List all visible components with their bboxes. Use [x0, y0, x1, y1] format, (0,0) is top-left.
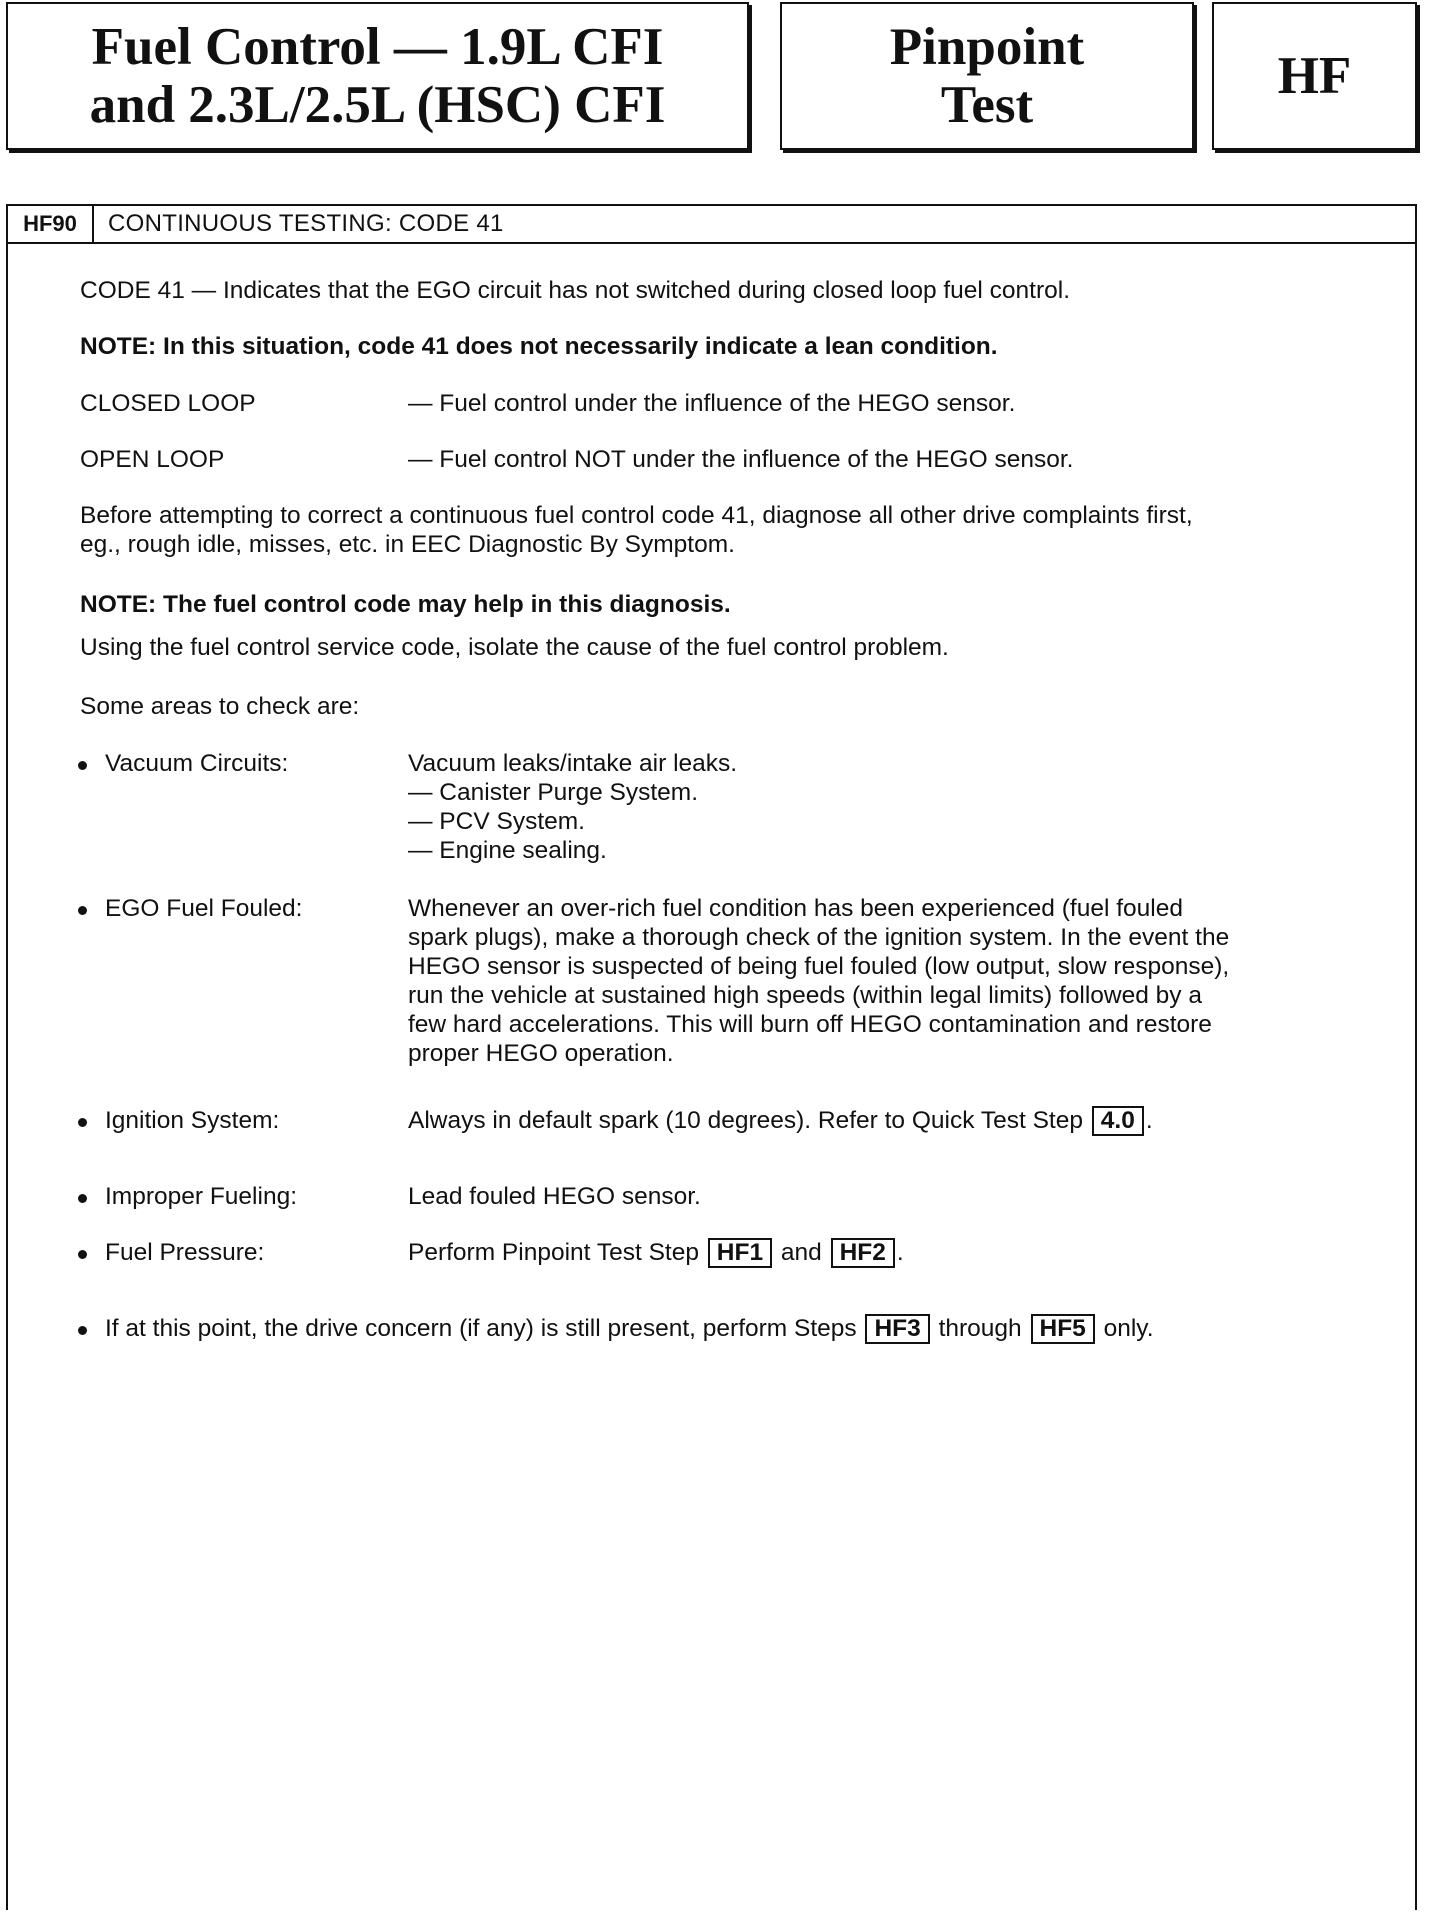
bullet-icon	[78, 761, 87, 770]
ego-line: proper HEGO operation.	[408, 1040, 674, 1067]
test-type-line-1: Pinpoint	[889, 18, 1085, 76]
vacuum-circuits-details	[408, 749, 737, 865]
ignition-end: .	[1145, 1107, 1153, 1134]
ego-fuel-fouled-details	[408, 894, 1229, 1068]
vacuum-line: — PCV System.	[408, 808, 585, 835]
ego-fuel-fouled-label: EGO Fuel Fouled:	[105, 895, 303, 922]
fuel-pressure-details	[408, 1238, 904, 1268]
final-through: through	[938, 1315, 1022, 1342]
bullet-icon	[78, 1118, 87, 1127]
note-lean-condition: NOTE: In this situation, code 41 does not necessarily indicate a lean condition.	[80, 333, 998, 360]
test-step-panel	[6, 204, 1417, 1910]
bullet-icon	[78, 1250, 87, 1259]
test-code-box	[1212, 2, 1417, 150]
areas-intro: Some areas to check are:	[80, 693, 360, 720]
code-description: CODE 41 — Indicates that the EGO circuit has not switched during closed loop fuel control.	[80, 277, 1071, 304]
note-fuel-control-code: NOTE: The fuel control code may help in this diagnosis.	[80, 591, 731, 618]
ignition-text: Always in default spark (10 degrees). Refer to Quick Test Step	[408, 1107, 1083, 1134]
before-attempting-line-1: Before attempting to correct a continuous fuel control code 41, diagnose all other drive complaints first,	[80, 502, 1193, 529]
fuel-pressure-end: .	[896, 1239, 904, 1266]
title-line-1: Fuel Control — 1.9L CFI	[91, 18, 664, 76]
ego-line: spark plugs), make a thorough check of the ignition system. In the event the	[408, 924, 1230, 951]
test-type-box	[780, 2, 1194, 150]
final-end: only.	[1103, 1315, 1154, 1342]
using-service-code: Using the fuel control service code, isolate the cause of the fuel control problem.	[80, 634, 949, 661]
vacuum-line: — Engine sealing.	[408, 837, 607, 864]
final-text: If at this point, the drive concern (if any) is still present, perform Steps	[105, 1315, 857, 1342]
improper-fueling-label: Improper Fueling:	[105, 1183, 298, 1210]
title-line-2: and 2.3L/2.5L (HSC) CFI	[89, 76, 666, 134]
vacuum-circuits-label: Vacuum Circuits:	[105, 750, 289, 777]
open-loop-term: OPEN LOOP	[80, 446, 225, 473]
hf2-step-ref[interactable]: HF2	[831, 1238, 895, 1268]
ego-line: few hard accelerations. This will burn off HEGO contamination and restore	[408, 1011, 1212, 1038]
hf5-step-ref[interactable]: HF5	[1031, 1314, 1095, 1344]
step-title: CONTINUOUS TESTING: CODE 41	[108, 210, 504, 237]
final-instruction	[105, 1314, 1154, 1344]
vacuum-line: — Canister Purge System.	[408, 779, 699, 806]
ego-line: run the vehicle at sustained high speeds (within legal limits) followed by a	[408, 982, 1202, 1009]
before-attempting-line-2: eg., rough idle, misses, etc. in EEC Diagnostic By Symptom.	[80, 531, 735, 558]
ignition-system-label: Ignition System:	[105, 1107, 280, 1134]
hf1-step-ref[interactable]: HF1	[708, 1238, 772, 1268]
vacuum-line: Vacuum leaks/intake air leaks.	[408, 750, 738, 777]
improper-fueling-details: Lead fouled HEGO sensor.	[408, 1183, 701, 1210]
hf3-step-ref[interactable]: HF3	[865, 1314, 929, 1344]
fuel-pressure-label: Fuel Pressure:	[105, 1239, 265, 1266]
open-loop-definition: — Fuel control NOT under the influence of the HEGO sensor.	[408, 446, 1074, 473]
closed-loop-definition: — Fuel control under the influence of the HEGO sensor.	[408, 390, 1016, 417]
ignition-system-details	[408, 1106, 1153, 1136]
closed-loop-term: CLOSED LOOP	[80, 390, 256, 417]
bullet-icon	[78, 1326, 87, 1335]
ego-line: Whenever an over-rich fuel condition has been experienced (fuel fouled	[408, 895, 1183, 922]
step-header	[8, 206, 1415, 244]
fuel-pressure-text: Perform Pinpoint Test Step	[408, 1239, 699, 1266]
bullet-icon	[78, 1194, 87, 1203]
quick-test-step-ref[interactable]: 4.0	[1092, 1106, 1144, 1136]
bullet-icon	[78, 906, 87, 915]
ego-line: HEGO sensor is suspected of being fuel fouled (low output, slow response),	[408, 953, 1230, 980]
fuel-pressure-and: and	[780, 1239, 822, 1266]
test-code: HF	[1277, 47, 1352, 105]
step-id: HF90	[8, 206, 94, 242]
manual-section-title	[6, 2, 749, 150]
test-type-line-2: Test	[940, 76, 1034, 134]
